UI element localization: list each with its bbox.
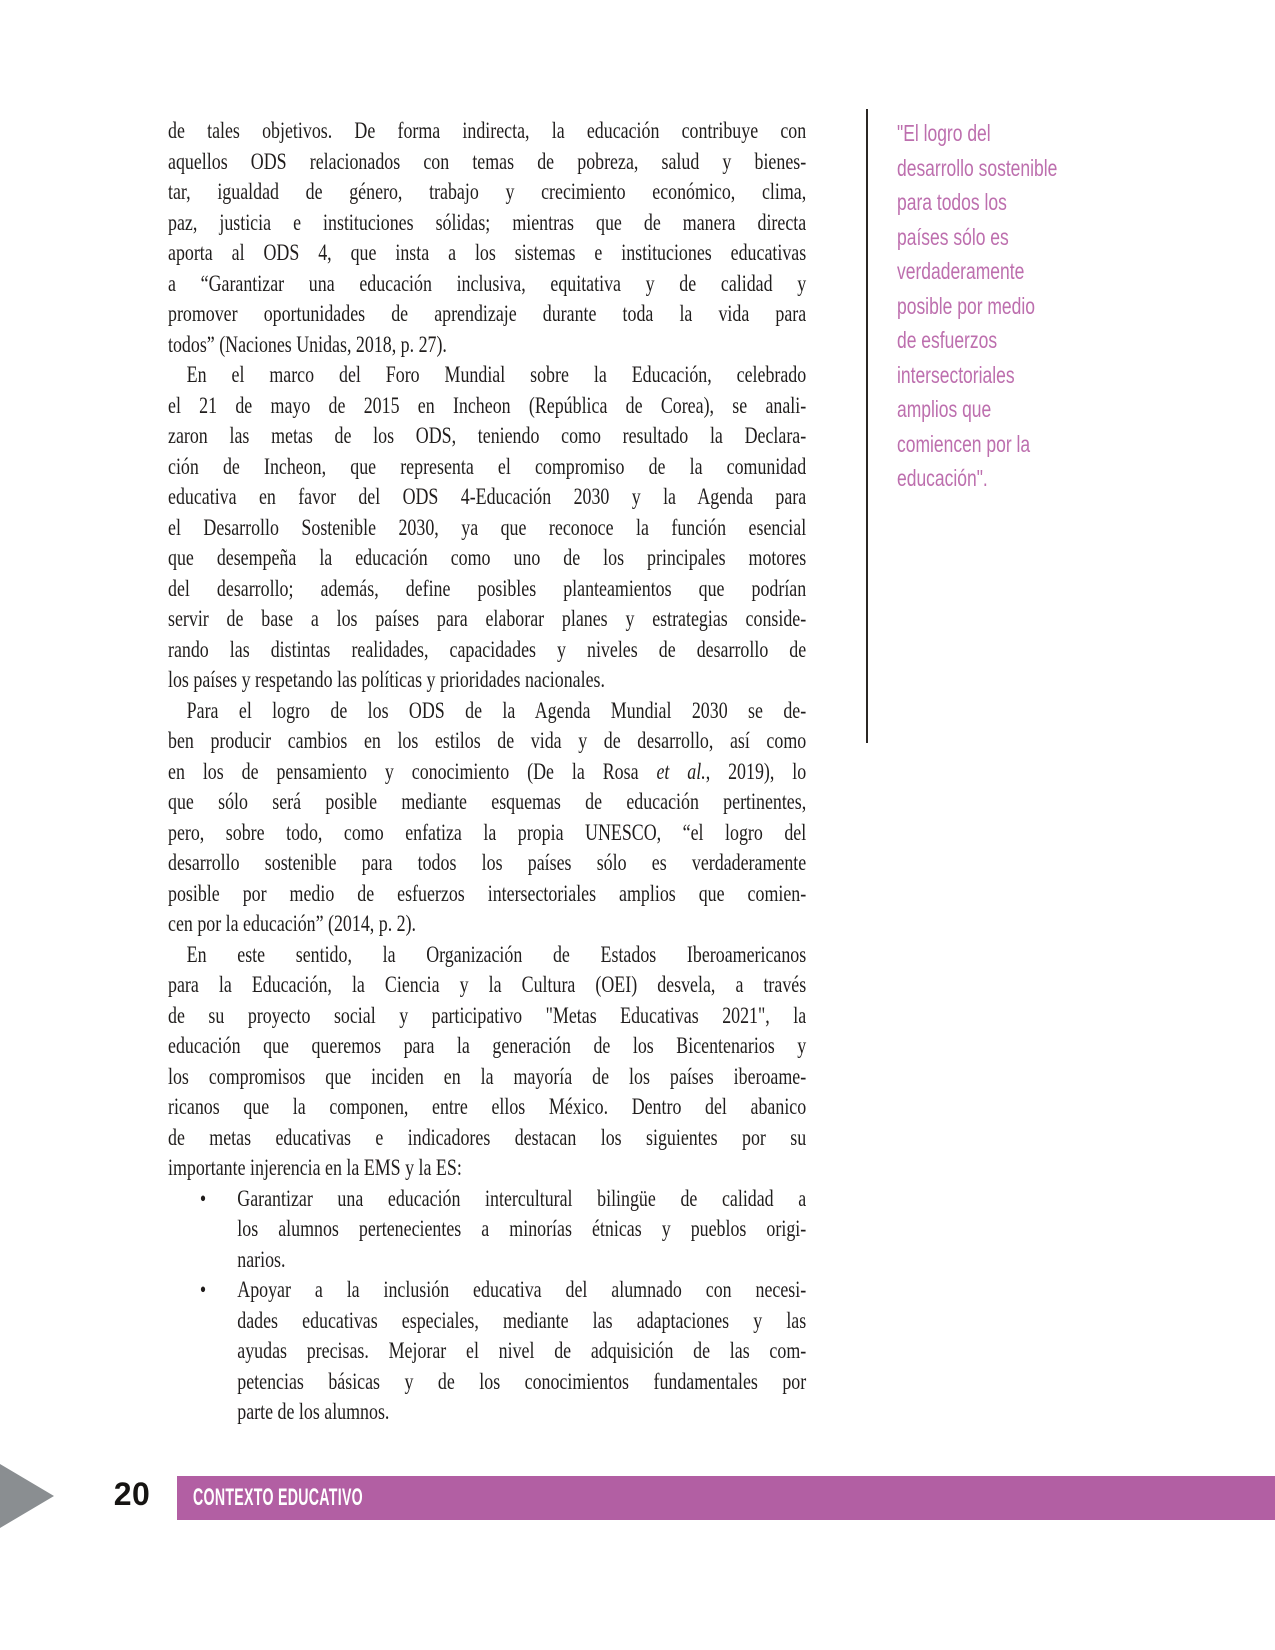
pull-quote-line: de esfuerzos (897, 327, 998, 353)
body-text-line: Garantizar una educación intercultural bilingüe de calidad a (237, 1185, 807, 1211)
body-text-line: que sólo será posible mediante esquemas de educación pertinentes, (168, 789, 807, 814)
body-text-line: petencias básicas y de los conocimientos fundamentales por (237, 1368, 807, 1394)
body-text-line: zaron las metas de los ODS, teniendo como resultado la Declara- (168, 423, 807, 448)
body-text-column (168, 116, 806, 1428)
bullet-icon: • (199, 1185, 207, 1211)
body-text-line: tar, igualdad de género, trabajo y crecimiento económico, clima, (168, 179, 807, 204)
body-text-line: los países y respetando las políticas y prioridades nacionales. (168, 667, 605, 692)
body-text-line: dades educativas especiales, mediante las adaptaciones y las (237, 1307, 807, 1333)
vertical-divider (866, 109, 868, 743)
body-text-line: los alumnos pertenecientes a minorías étnicas y pueblos origi- (237, 1216, 807, 1241)
body-text-line: en los de pensamiento y conocimiento (De la Rosa et al., 2019), lo (168, 758, 807, 784)
body-text-line: servir de base a los países para elaborar planes y estrategias conside- (168, 606, 807, 631)
body-text-line: posible por medio de esfuerzos intersectoriales amplios que comien- (168, 880, 807, 906)
body-text-line: ricanos que la componen, entre ellos México. Dentro del abanico (168, 1094, 807, 1119)
page-corner-arrow-icon (0, 1464, 54, 1528)
body-text-line: los compromisos que inciden en la mayoría de los países iberoame- (168, 1063, 807, 1089)
body-text-line: para la Educación, la Ciencia y la Cultura (OEI) desvela, a través (168, 972, 807, 997)
body-text-line: aporta al ODS 4, que insta a los sistemas e instituciones educativas (168, 240, 807, 265)
body-text-line: parte de los alumnos. (237, 1399, 390, 1424)
body-text-line: promover oportunidades de aprendizaje durante toda la vida para (168, 301, 807, 326)
body-text-line: importante injerencia en la EMS y la ES: (168, 1155, 462, 1180)
body-text-line: de tales objetivos. De forma indirecta, la educación contribuye con (168, 118, 807, 143)
pull-quote-line: posible por medio (897, 292, 1035, 319)
margin-pull-quote (897, 116, 1095, 496)
pull-quote-line: intersectoriales (897, 361, 1015, 388)
pull-quote-line: amplios que (897, 396, 992, 422)
body-text-line: ben producir cambios en los estilos de vida y de desarrollo, así como (168, 728, 807, 753)
pull-quote-line: "El logro del (897, 120, 991, 146)
footer-section-label: CONTEXTO EDUCATIVO (193, 1484, 364, 1511)
body-text-line: de su proyecto social y participativo "Metas Educativas 2021", la (168, 1002, 807, 1028)
pull-quote-line: comiencen por la (897, 430, 1031, 457)
footer-section-bar (177, 1476, 1275, 1520)
body-text-line: En el marco del Foro Mundial sobre la Educación, celebrado (186, 362, 807, 387)
pull-quote-line: países sólo es (897, 223, 1009, 250)
pull-quote-line: verdaderamente (897, 258, 1025, 284)
body-text-line: narios. (237, 1246, 286, 1272)
body-text-line: el Desarrollo Sostenible 2030, ya que reconoce la función esencial (168, 514, 807, 540)
body-text-line: Apoyar a la inclusión educativa del alumnado con necesi- (237, 1277, 807, 1302)
paragraph (168, 696, 806, 940)
body-text-line: desarrollo sostenible para todos los países sólo es verdaderamente (168, 850, 807, 875)
bullet-icon: • (199, 1277, 207, 1302)
body-text-line: de metas educativas e indicadores destacan los siguientes por su (168, 1124, 807, 1150)
body-text-line: Para el logro de los ODS de la Agenda Mundial 2030 se de- (186, 697, 807, 723)
body-text-line: aquellos ODS relacionados con temas de pobreza, salud y bienes- (168, 148, 807, 174)
body-text-line: del desarrollo; además, define posibles planteamientos que podrían (168, 575, 807, 601)
body-text-line: ayudas precisas. Mejorar el nivel de adquisición de las com- (237, 1338, 807, 1363)
body-text-line: paz, justicia e instituciones sólidas; mientras que de manera directa (168, 209, 807, 235)
paragraph (168, 116, 806, 360)
pull-quote-line: desarrollo sostenible (897, 154, 1058, 181)
body-text-line: pero, sobre todo, como enfatiza la propia UNESCO, “el logro del (168, 819, 807, 845)
body-text-line: que desempeña la educación como uno de los principales motores (168, 545, 807, 570)
bullet-list-item (168, 1184, 806, 1276)
pull-quote-line: para todos los (897, 189, 1007, 215)
pull-quote-line: educación". (897, 465, 988, 491)
paragraph (168, 940, 806, 1184)
body-text-line: ción de Incheon, que representa el compromiso de la comunidad (168, 453, 807, 479)
body-text-line: el 21 de mayo de 2015 en Incheon (República de Corea), se anali- (168, 392, 807, 418)
body-text-line: En este sentido, la Organización de Estados Iberoamericanos (186, 941, 807, 967)
body-text-line: educación que queremos para la generación de los Bicentenarios y (168, 1033, 807, 1058)
paragraph (168, 360, 806, 696)
body-text-line: cen por la educación” (2014, p. 2). (168, 911, 417, 936)
body-text-line: educativa en favor del ODS 4-Educación 2030 y la Agenda para (168, 484, 807, 509)
bullet-list-item (168, 1275, 806, 1428)
body-text-line: rando las distintas realidades, capacidades y niveles de desarrollo de (168, 636, 807, 662)
body-text-line: todos” (Naciones Unidas, 2018, p. 27). (168, 331, 447, 357)
page-number: 20 (113, 1476, 151, 1512)
body-text-line: a “Garantizar una educación inclusiva, equitativa y de calidad y (168, 270, 807, 296)
